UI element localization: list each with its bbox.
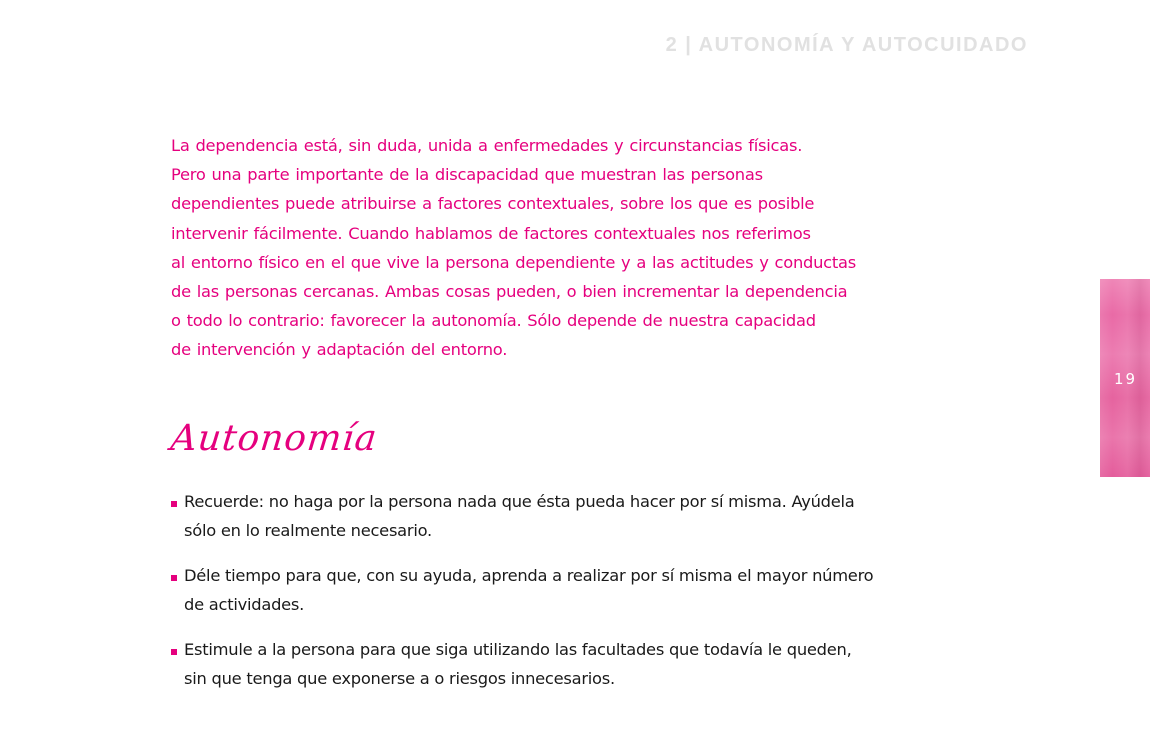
list-item-text: sólo en lo realmente necesario. bbox=[184, 521, 432, 540]
advice-list bbox=[170, 487, 890, 709]
list-item bbox=[170, 487, 890, 545]
list-item-text: Estimule a la persona para que siga utilizando las facultades que todavía le queden, bbox=[184, 640, 852, 659]
list-item bbox=[170, 561, 890, 619]
list-item-text: Déle tiempo para que, con su ayuda, aprenda a realizar por sí misma el mayor número bbox=[184, 566, 874, 585]
intro-line: de intervención y adaptación del entorno. bbox=[171, 340, 508, 360]
list-item-text: Recuerde: no haga por la persona nada que ésta pueda hacer por sí misma. Ayúdela bbox=[184, 492, 855, 511]
intro-line: de las personas cercanas. Ambas cosas pueden, o bien incrementar la dependencia bbox=[171, 282, 848, 302]
bullet-square-icon bbox=[171, 575, 177, 581]
intro-line: o todo lo contrario: favorecer la autonomía. Sólo depende de nuestra capacidad bbox=[171, 311, 816, 331]
section-header: 2 | AUTONOMÍA Y AUTOCUIDADO bbox=[665, 34, 1028, 56]
list-item-text: de actividades. bbox=[184, 595, 305, 614]
bullet-square-icon bbox=[171, 649, 177, 655]
intro-paragraph bbox=[171, 131, 901, 365]
page-number: 19 bbox=[1114, 370, 1138, 388]
bullet-square-icon bbox=[171, 501, 177, 507]
list-item bbox=[170, 635, 890, 693]
section-title: Autonomía bbox=[168, 418, 380, 459]
intro-line: al entorno físico en el que vive la persona dependiente y a las actitudes y conductas bbox=[171, 252, 856, 272]
intro-line: La dependencia está, sin duda, unida a enfermedades y circunstancias físicas. bbox=[171, 136, 803, 155]
list-item-text: sin que tenga que exponerse a o riesgos innecesarios. bbox=[184, 669, 615, 688]
intro-line: Pero una parte importante de la discapacidad que muestran las personas bbox=[171, 165, 763, 185]
page-side-tab bbox=[1100, 279, 1150, 477]
intro-line: intervenir fácilmente. Cuando hablamos de factores contextuales nos referimos bbox=[171, 223, 811, 243]
intro-line: dependientes puede atribuirse a factores contextuales, sobre los que es posible bbox=[171, 194, 815, 214]
